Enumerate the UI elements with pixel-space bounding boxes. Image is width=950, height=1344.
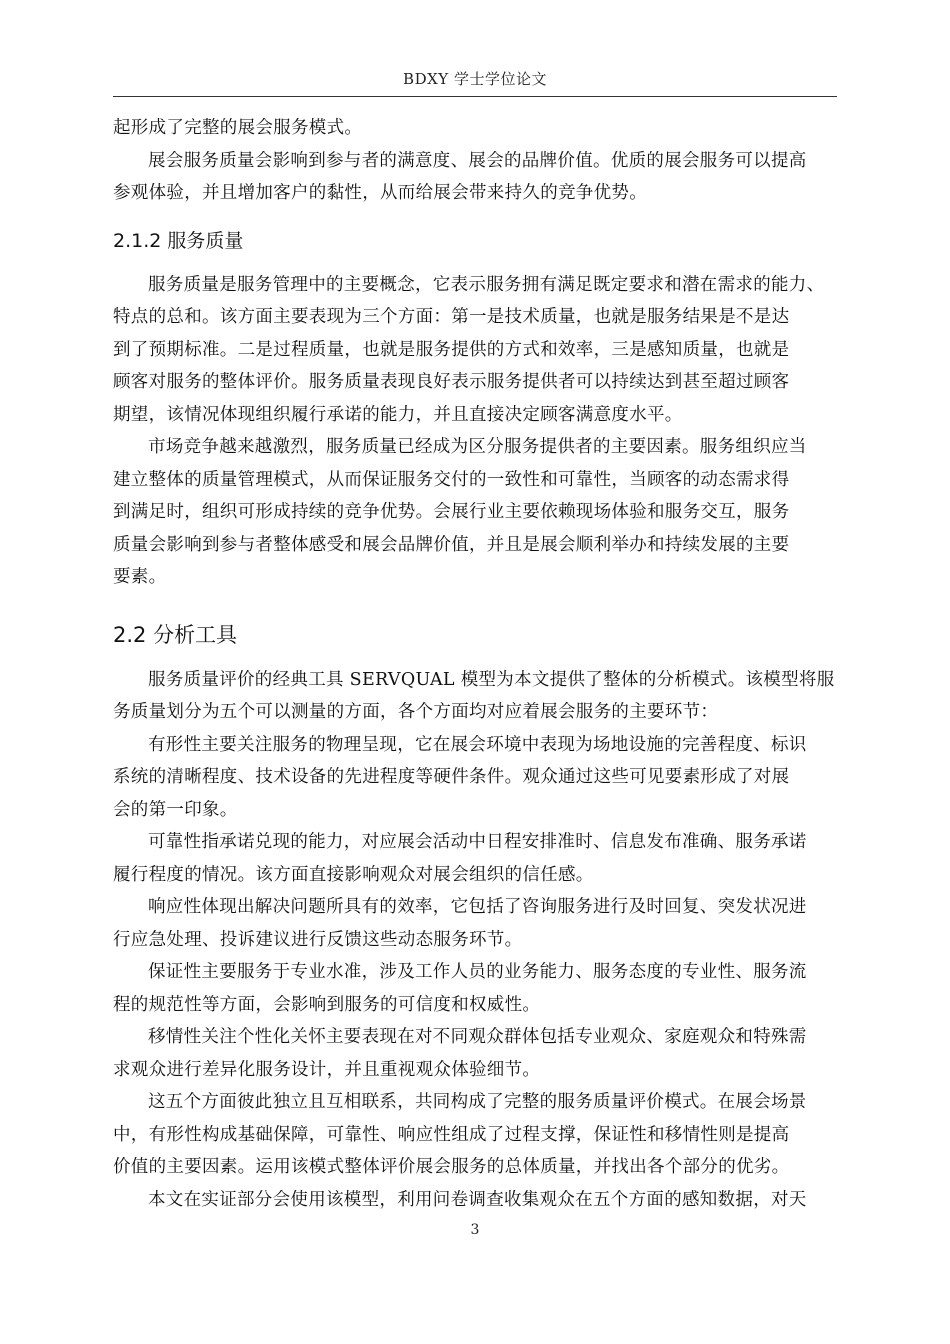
page-body [113,112,863,1216]
body-line: 中，有形性构成基础保障，可靠性、响应性组成了过程支撑，保证性和移情性则是提高 [113,1124,790,1145]
body-line: 特点的总和。该方面主要表现为三个方面：第一是技术质量，也就是服务结果是不是达 [113,307,790,327]
body-line: 会的第一印象。 [113,799,238,820]
body-line: 起形成了完整的展会服务模式。 [113,118,363,138]
body-line: 履行程度的情况。该方面直接影响观众对展会组织的信任感。 [113,864,594,885]
body-line: 保证性主要服务于专业水准，涉及工作人员的业务能力、服务态度的专业性、服务流 [148,962,807,982]
body-line: 可靠性指承诺兑现的能力，对应展会活动中日程安排准时、信息发布准确、服务承诺 [148,832,807,852]
body-line: 响应性体现出解决问题所具有的效率，它包括了咨询服务进行及时回复、突发状况进 [148,897,807,917]
body-line: 求观众进行差异化服务设计，并且重视观众体验细节。 [113,1059,541,1080]
body-line: 务质量划分为五个可以测量的方面，各个方面均对应着展会服务的主要环节： [113,702,719,722]
body-line: 到满足时，组织可形成持续的竞争优势。会展行业主要依赖现场体验和服务交互，服务 [113,502,790,522]
body-line: 参观体验，并且增加客户的黏性，从而给展会带来持久的竞争优势。 [113,183,647,203]
body-line: 服务质量是服务管理中的主要概念，它表示服务拥有满足既定要求和潜在需求的能力、 [148,274,825,295]
body-line: 展会服务质量会影响到参与者的满意度、展会的品牌价值。优质的展会服务可以提高 [148,150,807,171]
body-line: 程的规范性等方面，会影响到服务的可信度和权威性。 [113,994,541,1015]
header-divider [113,96,837,97]
body-line: 期望，该情况体现组织履行承诺的能力，并且直接决定顾客满意度水平。 [113,404,683,425]
section-heading-2-1-2: 2.1.2 服务质量 [113,229,244,252]
body-line: 要素。 [113,567,167,587]
body-line: 质量会影响到参与者整体感受和展会品牌价值，并且是展会顺利举办和持续发展的主要 [113,534,790,555]
body-line: 本文在实证部分会使用该模型，利用问卷调查收集观众在五个方面的感知数据，对天 [148,1189,807,1210]
body-line: 服务质量评价的经典工具 SERVQUAL 模型为本文提供了整体的分析模式。该模型将服 [148,669,835,690]
running-header: BDXY 学士学位论文 [403,70,547,88]
body-line: 系统的清晰程度、技术设备的先进程度等硬件条件。观众通过这些可见要素形成了对展 [113,767,790,787]
body-line: 顾客对服务的整体评价。服务质量表现良好表示服务提供者可以持续达到甚至超过顾客 [113,372,790,392]
body-line: 市场竞争越来越激烈，服务质量已经成为区分服务提供者的主要因素。服务组织应当 [148,437,807,457]
body-line: 建立整体的质量管理模式，从而保证服务交付的一致性和可靠性，当顾客的动态需求得 [113,469,790,490]
body-line: 这五个方面彼此独立且互相联系，共同构成了完整的服务质量评价模式。在展会场景 [148,1092,807,1112]
section-heading-2-2: 2.2 分析工具 [113,622,238,647]
page-number: 3 [470,1222,480,1238]
body-line: 行应急处理、投诉建议进行反馈这些动态服务环节。 [113,929,523,950]
body-line: 价值的主要因素。运用该模式整体评价展会服务的总体质量，并找出各个部分的优劣。 [113,1157,790,1177]
body-line: 到了预期标准。二是过程质量，也就是服务提供的方式和效率，三是感知质量，也就是 [113,339,790,360]
body-line: 有形性主要关注服务的物理呈现，它在展会环境中表现为场地设施的完善程度、标识 [148,734,807,755]
body-line: 移情性关注个性化关怀主要表现在对不同观众群体包括专业观众、家庭观众和特殊需 [148,1027,807,1047]
